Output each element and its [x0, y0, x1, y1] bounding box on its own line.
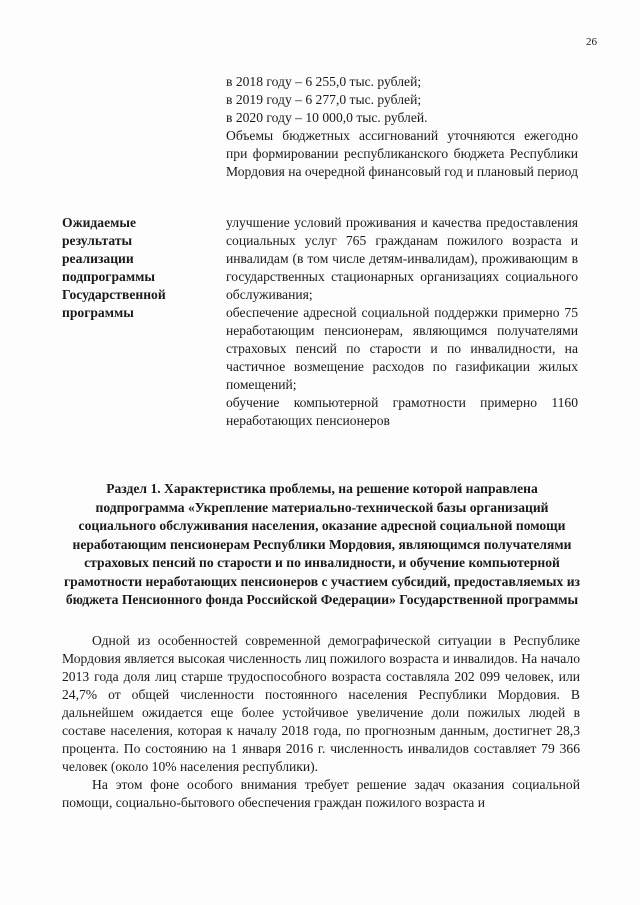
funding-block — [226, 73, 578, 181]
result-item-1: улучшение условий проживания и качества предоставления социальных услуг 765 гражданам пожилого возраста и инвалидам (в том числе детям-инвалидам), проживающим в государственных стационарных организациях социального обслуживания; — [226, 215, 578, 302]
paragraph-1: Одной из особенностей современной демографической ситуации в Республике Мордовия является высокая численность лиц пожилого возраста и инвалидов. На начало 2013 года доля лиц старше трудоспособного возраста составляла 202 099 человек, или 24,7% от общей численности постоянного населения Республики Мордовия. В дальнейшем ожидается еще более устойчивое увеличение доли пожилых людей в составе населения, которая к началу 2018 года, по прогнозным данным, достигнет 28,3 процента. По состоянию на 1 января 2016 г. численность инвалидов составляет 79 366 человек (около 10% населения республики). — [62, 633, 580, 774]
body-text — [62, 632, 580, 812]
funding-line-2018: в 2018 году – 6 255,0 тыс. рублей; — [226, 74, 422, 89]
funding-line-2019: в 2019 году – 6 277,0 тыс. рублей; — [226, 92, 422, 107]
result-item-3: обучение компьютерной грамотности примерно 1160 неработающих пенсионеров — [226, 395, 578, 428]
result-item-2: обеспечение адресной социальной поддержки примерно 75 неработающим пенсионерам, являющимся получателями страховых пенсий по старости и по инвалидности, на частичное возмещение расходов по газификации жилых помещений; — [226, 305, 578, 392]
funding-line-2020: в 2020 году – 10 000,0 тыс. рублей. — [226, 110, 428, 125]
section-title: Раздел 1. Характеристика проблемы, на решение которой направлена подпрограмма «Укрепление материально-технической базы организаций социального обслуживания населения, оказание адресной социальной помощи неработающим пенсионерам Республики Мордовия, являющимся получателями страховых пенсий по старости и по инвалидности, и обучение компьютерной грамотности неработающих пенсионеров с участием субсидий, предоставляемых из бюджета Пенсионного фонда Российской Федерации» Государственной программы — [64, 481, 580, 607]
funding-note: Объемы бюджетных ассигнований уточняются ежегодно при формировании республиканского бюджета Республики Мордовия на очередной финансовый год и плановый период — [226, 128, 578, 179]
results-text — [226, 214, 578, 430]
page-number: 26 — [586, 36, 597, 48]
results-label: Ожидаемые результаты реализации подпрограммы Государственной программы — [62, 215, 166, 320]
paragraph-2: На этом фоне особого внимания требует решение задач оказания социальной помощи, социально-бытового обеспечения граждан пожилого возраста и — [62, 777, 580, 810]
